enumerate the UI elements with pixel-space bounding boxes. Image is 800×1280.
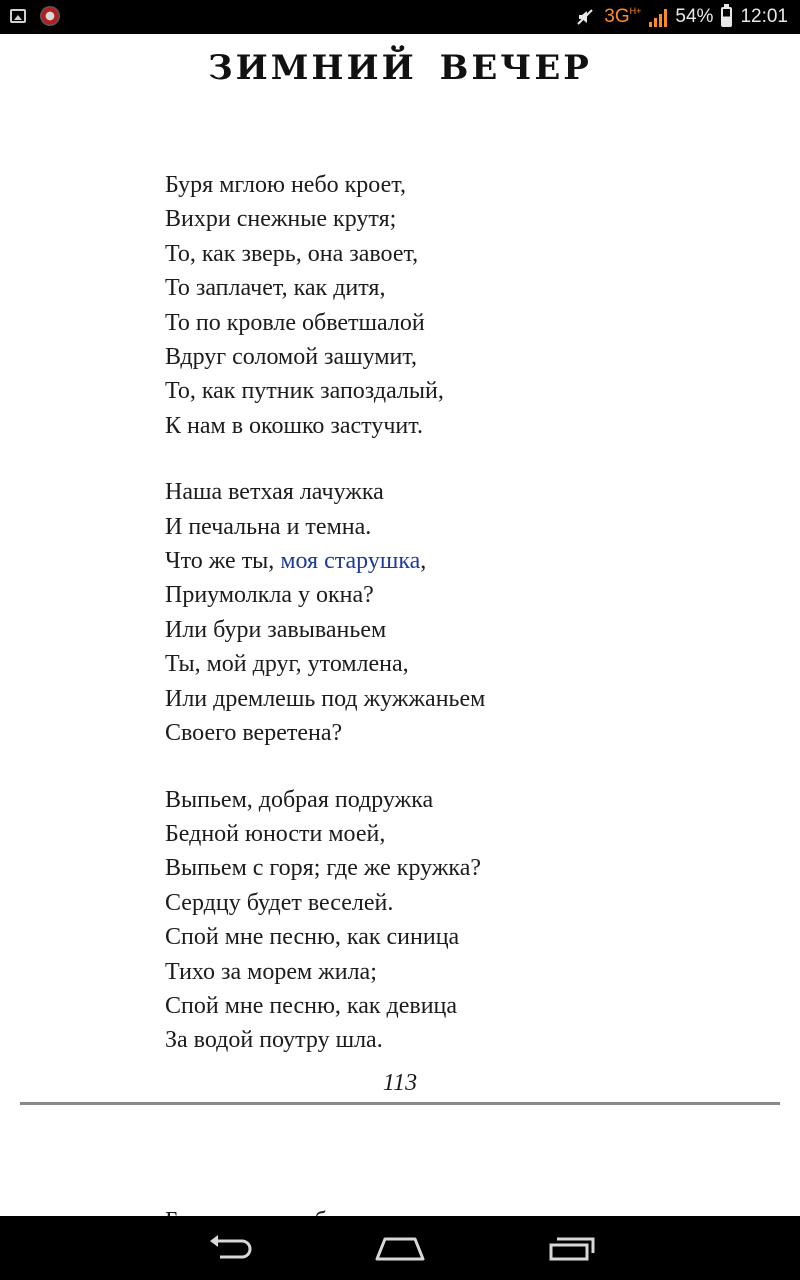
poem-title: ЗИМНИЙ ВЕЧЕР [208, 48, 592, 88]
poem-body [165, 168, 765, 1090]
poem-line: И печальна и темна. [165, 513, 372, 540]
battery-icon [721, 7, 732, 27]
poem-line: Выпьем с горя; где же кружка? [165, 855, 482, 882]
poem-line: Вихри снежные крутя; [165, 206, 397, 233]
gallery-icon [10, 9, 26, 23]
page-divider [20, 1102, 780, 1105]
back-button[interactable] [200, 1230, 260, 1266]
stanza [165, 168, 765, 443]
poem-line: Ты, мой друг, утомлена, [165, 651, 409, 678]
home-button[interactable] [370, 1230, 430, 1266]
poem-line: Приумолкла у окна? [165, 582, 374, 609]
poem-line: Тихо за морем жила; [165, 958, 377, 985]
navigation-bar [0, 1216, 800, 1280]
stanza [165, 783, 765, 1058]
poem-line: Сердцу будет веселей. [165, 889, 394, 916]
network-subtype: H+ [629, 6, 642, 16]
app-icon [40, 6, 60, 26]
notification-area [10, 6, 60, 26]
poem-line: То, как путник запоздалый, [165, 378, 444, 405]
poem-line: То по кровле обветшалой [165, 309, 425, 336]
poem-line: Бедной юности моей, [165, 820, 386, 847]
back-icon [206, 1233, 254, 1263]
stanza [165, 475, 765, 750]
poem-line: Выпьем, добрая подружка [165, 786, 434, 813]
battery-percent: 54% [675, 6, 714, 27]
line-text: Что же ты, [165, 548, 281, 575]
poem-line: Или дремлешь под жужжаньем [165, 685, 486, 712]
poem-line: Наша ветхая лачужка [165, 479, 384, 506]
poem-line: Или бури завываньем [165, 616, 387, 643]
poem-line: То, как зверь, она завоет, [165, 240, 419, 267]
poem-line [165, 544, 765, 578]
clock: 12:01 [740, 6, 788, 27]
home-icon [373, 1233, 427, 1263]
page-number: 113 [382, 1070, 418, 1096]
status-bar [0, 0, 800, 34]
network-type: 3G [604, 6, 630, 27]
poem-line: За водой поутру шла. [165, 1027, 383, 1054]
system-indicators [574, 4, 788, 30]
poem-line: То заплачет, как дитя, [165, 275, 386, 302]
line-text: , [420, 548, 427, 575]
poem-line: Буря мглою небо кроет, [165, 172, 406, 198]
poem-line: Вдруг соломой зашумит, [165, 344, 418, 371]
highlight-link[interactable]: моя старушка [280, 548, 421, 575]
mute-icon [574, 6, 596, 28]
poem-line: К нам в окошко застучит. [165, 412, 423, 439]
signal-icon [649, 7, 667, 27]
poem-line: Своего веретена? [165, 720, 343, 747]
poem-line: Спой мне песню, как девица [165, 992, 458, 1019]
recent-apps-button[interactable] [542, 1230, 602, 1266]
poem-line: Спой мне песню, как синица [165, 924, 460, 951]
recent-apps-icon [547, 1233, 597, 1263]
